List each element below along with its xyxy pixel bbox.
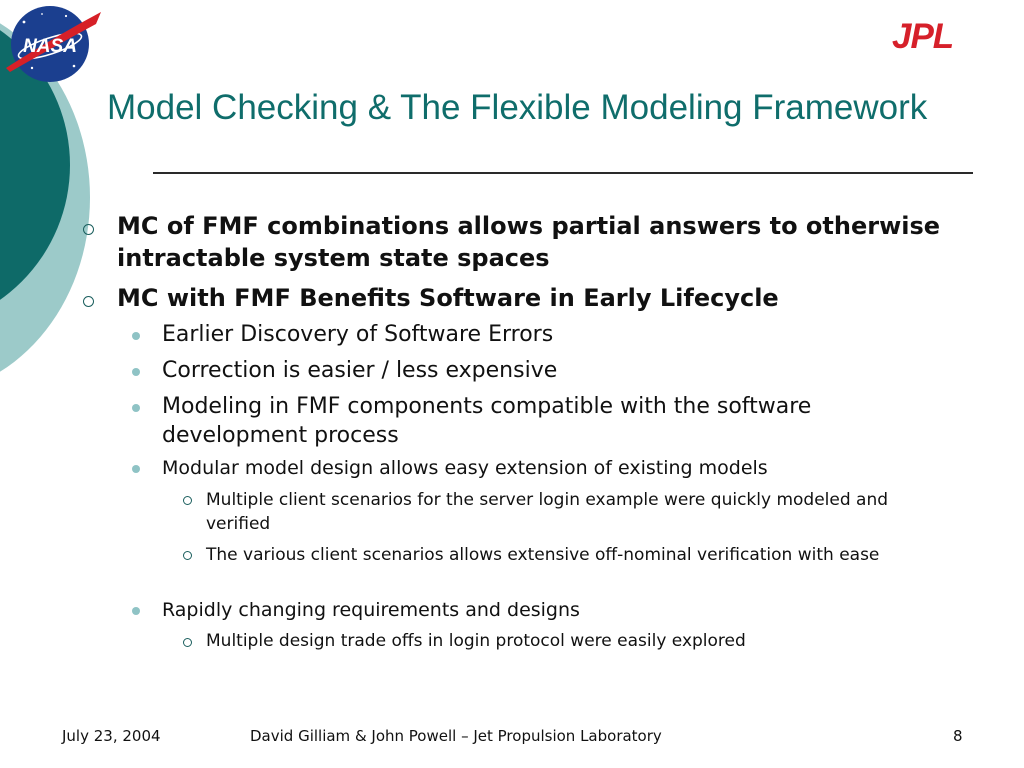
sub-sub-bullet-3: Multiple design trade offs in login protocol were easily explored xyxy=(206,631,746,651)
footer-date: July 23, 2004 xyxy=(62,727,161,745)
footer-page-number: 8 xyxy=(953,727,963,745)
bullet-point-1: MC of FMF combinations allows partial answers to otherwise intractable system state spaces xyxy=(117,212,941,272)
sub-bullet-4: Modular model design allows easy extension of existing models xyxy=(162,457,768,479)
sub-sub-bullet-2: The various client scenarios allows extensive off-nominal verification with ease xyxy=(206,545,880,565)
sub-bullet-3: Modeling in FMF components compatible with the software development process xyxy=(162,394,812,448)
footer-authors: David Gilliam & John Powell – Jet Propulsion Laboratory xyxy=(250,727,662,745)
sub-bullet-2: Correction is easier / less expensive xyxy=(162,358,558,383)
hollow-circle-bullet-icon xyxy=(183,551,192,560)
dot-bullet-icon xyxy=(132,332,140,340)
hollow-circle-bullet-icon xyxy=(83,224,94,235)
bullet-point-2: MC with FMF Benefits Software in Early Lifecycle xyxy=(117,284,779,312)
svg-text:JPL: JPL xyxy=(892,18,954,52)
dot-bullet-icon xyxy=(132,607,140,615)
sub-sub-bullet-1: Multiple client scenarios for the server login example were quickly modeled and verified xyxy=(206,490,889,534)
dot-bullet-icon xyxy=(132,404,140,412)
dot-bullet-icon xyxy=(132,465,140,473)
sub-bullet-1: Earlier Discovery of Software Errors xyxy=(162,322,554,347)
hollow-circle-bullet-icon xyxy=(183,638,192,647)
hollow-circle-bullet-icon xyxy=(83,296,94,307)
dot-bullet-icon xyxy=(132,368,140,376)
hollow-circle-bullet-icon xyxy=(183,496,192,505)
slide-title: Model Checking & The Flexible Modeling Framework xyxy=(107,88,928,127)
sub-bullet-5: Rapidly changing requirements and designs xyxy=(162,599,580,621)
svg-text:NASA: NASA xyxy=(23,36,77,57)
